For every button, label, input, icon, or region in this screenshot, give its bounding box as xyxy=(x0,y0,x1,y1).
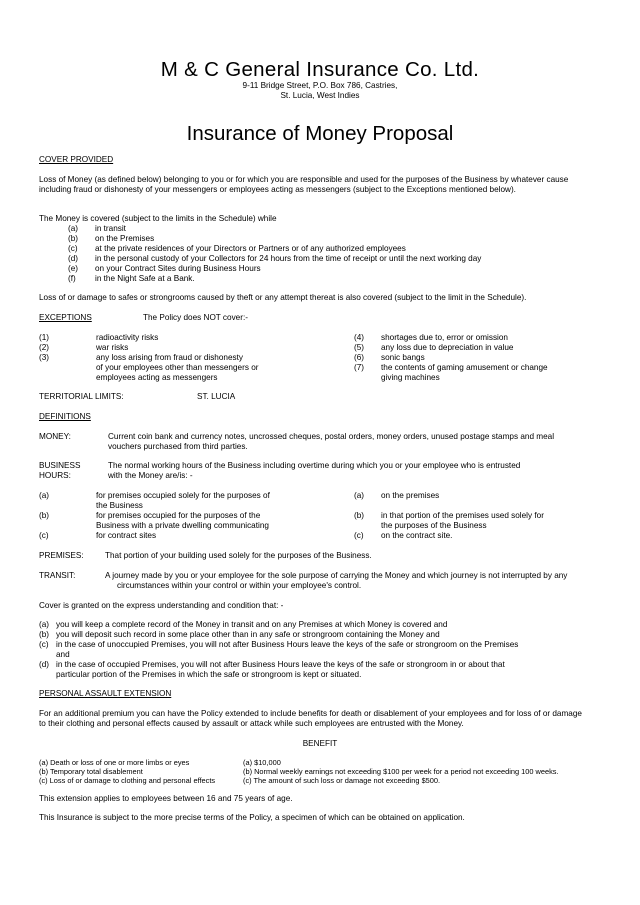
address-line-1: 9-11 Bridge Street, P.O. Box 786, Castries, xyxy=(242,81,398,90)
cover-item-key: (b) xyxy=(68,234,79,243)
condition-text: you will keep a complete record of the Money in transit and on any Premises at which Money is covered and xyxy=(56,620,448,629)
condition-key: (a) xyxy=(39,620,50,629)
conditions-intro: Cover is granted on the express understanding and condition that: - xyxy=(39,601,284,610)
cover-item-text: in the personal custody of your Collectors for 24 hours from the time of receipt or until the next working day xyxy=(95,254,482,263)
exception-text: employees acting as messengers xyxy=(96,373,218,382)
exception-key: (4) xyxy=(354,333,365,342)
premises-label: PREMISES: xyxy=(39,551,84,560)
cover-item-key: (e) xyxy=(68,264,79,273)
cover-item-text: at the private residences of your Directors or Partners or of any authorized employees xyxy=(95,244,406,253)
benefit-item: (b) Temporary total disablement xyxy=(39,767,143,776)
exception-key: (5) xyxy=(354,343,365,352)
cover-item-text: on your Contract Sites during Business Hours xyxy=(95,264,261,273)
exception-text: any loss due to depreciation in value xyxy=(381,343,514,352)
exception-text: any loss arising from fraud or dishonesty xyxy=(96,353,243,362)
exception-text: giving machines xyxy=(381,373,440,382)
territorial-label: TERRITORIAL LIMITS: xyxy=(39,392,124,401)
transit-definition: circumstances within your control or within your employee's control. xyxy=(117,581,362,590)
money-definition: Current coin bank and currency notes, uncrossed cheques, postal orders, money orders, unused postage stamps and meal vouchers purchased from third parties. xyxy=(108,432,555,451)
hours-item-text: on the contract site. xyxy=(381,531,453,540)
condition-text: in the case of unoccupied Premises, you will not after Business Hours leave the keys of the safe or strongroom on the Premises xyxy=(56,640,519,649)
cover-item-key: (c) xyxy=(68,244,78,253)
benefit-amount: (c) The amount of such loss or damage not exceeding $500. xyxy=(243,776,441,785)
address-line-2: St. Lucia, West Indies xyxy=(280,91,360,100)
benefit-amount: (b) Normal weekly earnings not exceeding $100 per week for a period not exceeding 100 weeks. xyxy=(243,767,559,776)
exception-key: (6) xyxy=(354,353,365,362)
cover-intro: Loss of Money (as defined below) belonging to you or for which you are responsible and used for the purposes of the Business by whatever cause including fraud or dishonesty of your messengers or employees acting as messengers (subject to the Exceptions mentioned below). xyxy=(39,175,569,194)
hours-item-key: (c) xyxy=(354,531,364,540)
cover-limits-intro: The Money is covered (subject to the limits in the Schedule) while xyxy=(39,214,277,223)
condition-text: in the case of occupied Premises, you will not after Business Hours leave the keys of the safe or strongroom in or about that xyxy=(56,660,505,669)
condition-text: and xyxy=(56,650,70,659)
cover-heading: COVER PROVIDED xyxy=(39,155,114,164)
hours-item-text: the purposes of the Business xyxy=(381,521,487,530)
hours-item-key: (b) xyxy=(354,511,365,520)
hours-item-text: on the premises xyxy=(381,491,440,500)
exception-text: the contents of gaming amusement or change xyxy=(381,363,548,372)
exceptions-subheading: The Policy does NOT cover:- xyxy=(143,313,248,322)
benefit-item: (c) Loss of or damage to clothing and personal effects xyxy=(39,776,216,785)
cover-item-key: (a) xyxy=(68,224,79,233)
condition-key: (d) xyxy=(39,660,50,669)
exception-text: radioactivity risks xyxy=(96,333,159,342)
hours-item-text: for contract sites xyxy=(96,531,157,540)
cover-safes-text: Loss of or damage to safes or strongrooms caused by theft or any attempt thereat is also covered (subject to the limit in the Schedule). xyxy=(39,293,527,302)
cover-item-key: (d) xyxy=(68,254,79,263)
cover-item-text: in transit xyxy=(95,224,126,233)
hours-item-text: for premises occupied solely for the purposes of xyxy=(96,491,270,500)
condition-key: (c) xyxy=(39,640,49,649)
condition-text: particular portion of the Premises in which the safe or strongroom is kept or situated. xyxy=(56,670,362,679)
exceptions-heading: EXCEPTIONS xyxy=(39,313,92,322)
cover-item-text: in the Night Safe at a Bank. xyxy=(95,274,195,283)
hours-item-key: (a) xyxy=(39,491,50,500)
assault-text: For an additional premium you can have the Policy extended to include benefits for death or disablement of your employees and for loss of or damage to their clothing and personal effects caused by assault or attack while such employees are entrusted with the Money. xyxy=(39,709,582,728)
assault-heading: PERSONAL ASSAULT EXTENSION xyxy=(39,689,172,698)
exception-text: war risks xyxy=(96,343,129,352)
benefit-item: (a) Death or loss of one or more limbs or eyes xyxy=(39,758,190,767)
exception-key: (2) xyxy=(39,343,50,352)
exception-key: (1) xyxy=(39,333,50,342)
hours-item-key: (a) xyxy=(354,491,365,500)
cover-item-key: (f) xyxy=(68,274,76,283)
cover-item-text: on the Premises xyxy=(95,234,155,243)
hours-item-key: (c) xyxy=(39,531,49,540)
hours-item-text: Business with a private dwelling communicating xyxy=(96,521,269,530)
hours-item-text: for premises occupied for the purposes of the xyxy=(96,511,261,520)
transit-definition: A journey made by you or your employee for the sole purpose of carrying the Money and which journey is not interrupted by any xyxy=(105,571,568,580)
hours-item-key: (b) xyxy=(39,511,50,520)
age-note: This extension applies to employees between 16 and 75 years of age. xyxy=(39,794,293,803)
territorial-value: ST. LUCIA xyxy=(197,392,236,401)
condition-text: you will deposit such record in some place other than in any safe or strongroom containing the Money and xyxy=(56,630,440,639)
benefit-heading: BENEFIT xyxy=(302,739,338,748)
exception-text: sonic bangs xyxy=(381,353,425,362)
business-hours-label: HOURS: xyxy=(39,471,71,480)
money-label: MONEY: xyxy=(39,432,71,441)
exception-key: (3) xyxy=(39,353,50,362)
company-name: M & C General Insurance Co. Ltd. xyxy=(160,58,480,81)
transit-label: TRANSIT: xyxy=(39,571,76,580)
hours-item-text: the Business xyxy=(96,501,143,510)
definitions-heading: DEFINITIONS xyxy=(39,412,91,421)
business-hours-definition: with the Money are/is: - xyxy=(108,471,193,480)
exception-text: shortages due to, error or omission xyxy=(381,333,508,342)
business-hours-label: BUSINESS xyxy=(39,461,81,470)
footer-note: This Insurance is subject to the more precise terms of the Policy, a specimen of which can be obtained on application. xyxy=(39,813,465,822)
business-hours-definition: The normal working hours of the Business including overtime during which you or your employee who is entrusted xyxy=(108,461,521,470)
premises-definition: That portion of your building used solely for the purposes of the Business. xyxy=(105,551,372,560)
benefit-amount: (a) $10,000 xyxy=(243,758,281,767)
exception-key: (7) xyxy=(354,363,365,372)
hours-item-text: in that portion of the premises used solely for xyxy=(381,511,544,520)
document-title: Insurance of Money Proposal xyxy=(186,122,454,145)
exception-text: of your employees other than messengers or xyxy=(96,363,259,372)
condition-key: (b) xyxy=(39,630,50,639)
